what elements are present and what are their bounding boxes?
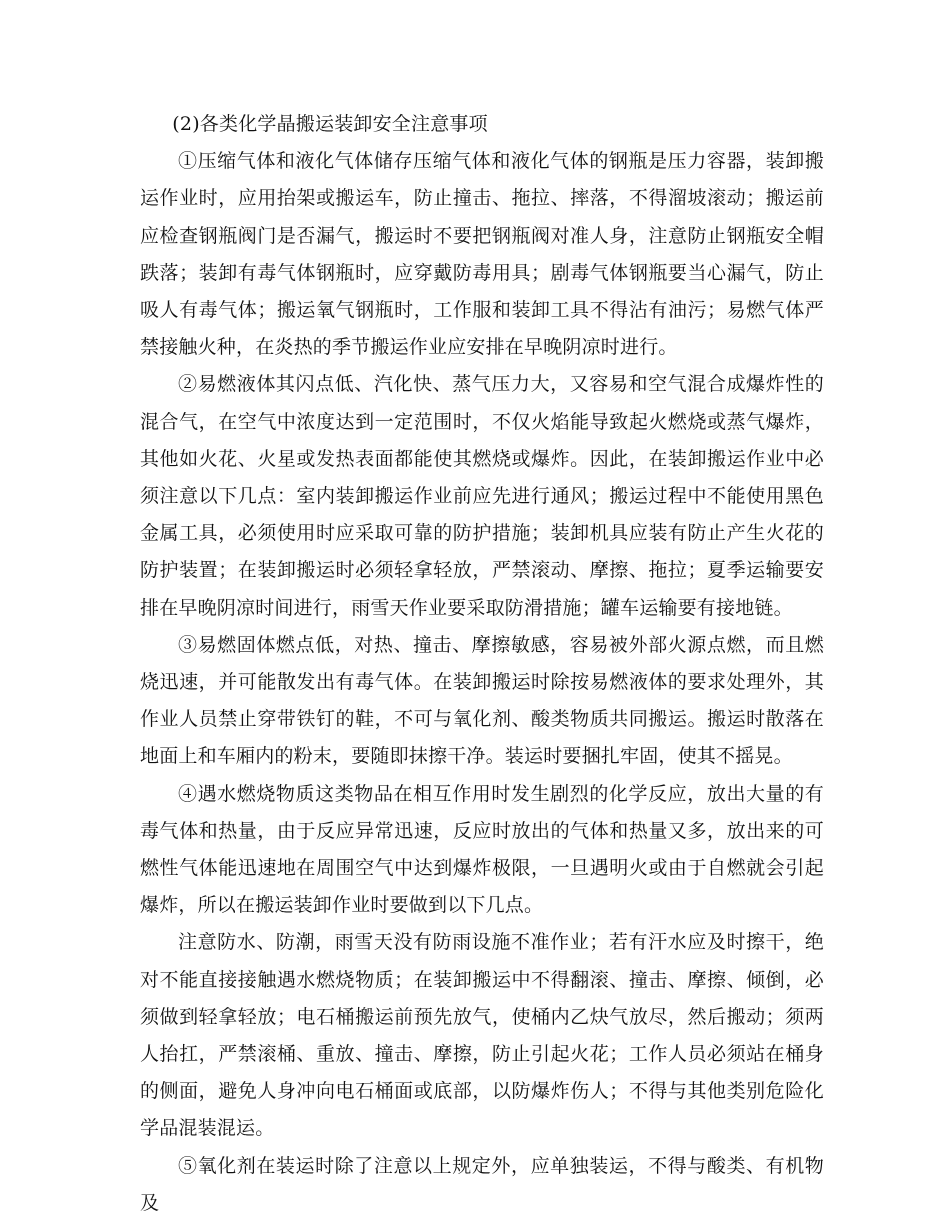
section-heading: (2)各类化学晶搬运装卸安全注意事项 xyxy=(172,113,488,135)
document-body xyxy=(140,106,824,1222)
paragraph-flammable-liquid: ②易燃液体其闪点低、汽化快、蒸气压力大，又容易和空气混合成爆炸性的混合气，在空气中浓度达到一定范围时，不仅火焰能导致起火燃烧或蒸气爆炸，其他如火花、火星或发热表面都能使其燃烧或爆炸。因此，在装卸搬运作业中必须注意以下几点：室内装卸搬运作业前应先进行通风；搬运过程中不能使用黑色金属工具，必须使用时应采取可靠的防护措施；装卸机具应装有防止产生火花的防护装置；在装卸搬运时必须轻拿轻放，严禁滚动、摩擦、拖拉；夏季运输要安排在早晚阴凉时间进行，雨雪天作业要采取防滑措施；罐车运输要有接地链。 xyxy=(140,373,824,619)
paragraph-water-reactive: ④遇水燃烧物质这类物品在相互作用时发生剧烈的化学反应，放出大量的有毒气体和热量，由于反应异常迅速，反应时放出的气体和热量又多，放出来的可燃性气体能迅速地在周围空气中达到爆炸极限，一旦遇明火或由于自燃就会引起爆炸，所以在搬运装卸作业时要做到以下几点。 xyxy=(140,782,824,917)
paragraph-compressed-gas: ①压缩气体和液化气体储存压缩气体和液化气体的钢瓶是压力容器，装卸搬运作业时，应用抬架或搬运车，防止撞击、拖拉、摔落，不得溜坡滚动；搬运前应检查钢瓶阀门是否漏气，搬运时不要把钢瓶阀对准人身，注意防止钢瓶安全帽跌落；装卸有毒气体钢瓶时，应穿戴防毒用具；剧毒气体钢瓶要当心漏气，防止吸人有毒气体；搬运氧气钢瓶时，工作服和装卸工具不得沾有油污；易燃气体严禁接触火种，在炎热的季节搬运作业应安排在早晚阴凉时进行。 xyxy=(140,150,824,359)
paragraph-oxidizer: ⑤氧化剂在装运时除了注意以上规定外，应单独装运，不得与酸类、有机物及 xyxy=(140,1154,824,1214)
paragraph-water-reactive-precautions: 注意防水、防潮，雨雪天没有防雨设施不准作业；若有汗水应及时擦干，绝对不能直接接触遇水燃烧物质；在装卸搬运中不得翻滚、撞击、摩擦、倾倒，必须做到轻拿轻放；电石桶搬运前预先放气，使桶内乙炔气放尽，然后搬动；须两人抬扛，严禁滚桶、重放、撞击、摩擦，防止引起火花；工作人员必须站在桶身的侧面，避免人身冲向电石桶面或底部，以防爆炸伤人；不得与其他类别危险化学品混装混运。 xyxy=(140,931,824,1140)
paragraph-flammable-solid: ③易燃固体燃点低，对热、撞击、摩擦敏感，容易被外部火源点燃，而且燃烧迅速，并可能散发出有毒气体。在装卸搬运时除按易燃液体的要求处理外，其作业人员禁止穿带铁钉的鞋，不可与氧化剂、酸类物质共同搬运。搬运时散落在地面上和车厢内的粉末，要随即抹擦干净。装运时要捆扎牢固，使其不摇晃。 xyxy=(140,633,824,768)
